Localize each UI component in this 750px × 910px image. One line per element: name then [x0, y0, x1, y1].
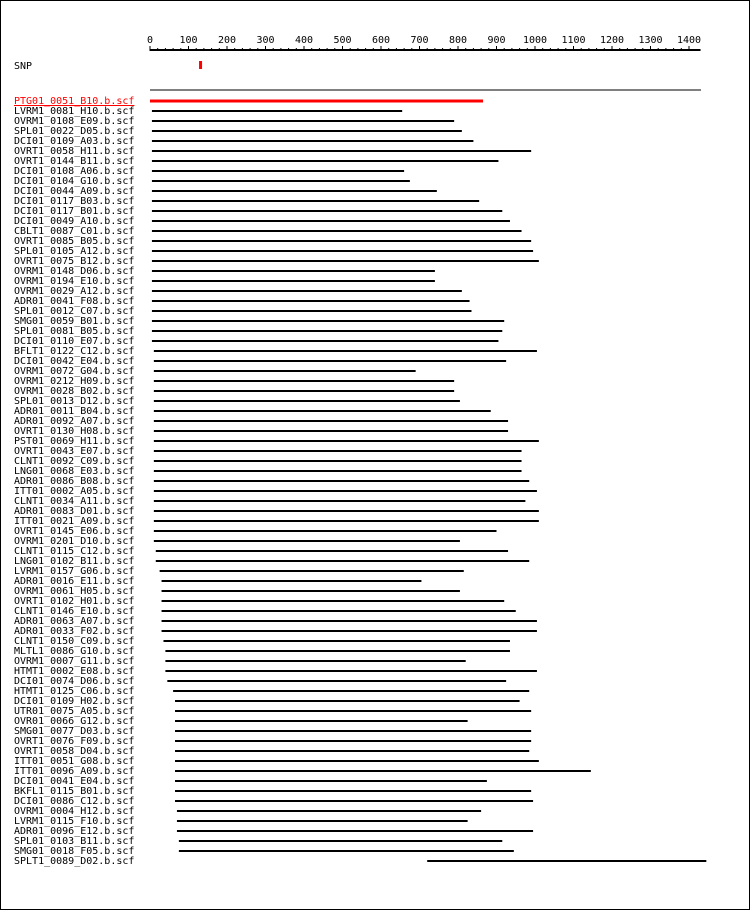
- read-bar[interactable]: [175, 760, 539, 762]
- read-bar[interactable]: [165, 660, 465, 662]
- read-bar[interactable]: [154, 460, 522, 462]
- read-bar[interactable]: [152, 200, 479, 202]
- axis-tick-label: 1400: [676, 35, 702, 46]
- read-label[interactable]: ADR01_0086_B08.b.scf: [14, 476, 135, 487]
- read-bar[interactable]: [154, 440, 539, 442]
- read-label[interactable]: OVRM1_0148_D06.b.scf: [14, 266, 135, 277]
- read-bar[interactable]: [152, 230, 522, 232]
- read-label[interactable]: LNG01_0068_E03.b.scf: [14, 466, 135, 477]
- read-bar[interactable]: [154, 490, 537, 492]
- read-label[interactable]: OVRM1_0004_H12.b.scf: [14, 806, 135, 817]
- read-label[interactable]: CLNT1_0034_A11.b.scf: [14, 496, 135, 507]
- read-bar[interactable]: [152, 280, 435, 282]
- read-bar[interactable]: [152, 330, 502, 332]
- read-bar[interactable]: [162, 600, 505, 602]
- read-label[interactable]: ITT01_0096_A09.b.scf: [14, 766, 135, 777]
- read-bar[interactable]: [175, 800, 533, 802]
- read-bar[interactable]: [175, 710, 531, 712]
- read-label[interactable]: DCI01_0109_H02.b.scf: [14, 696, 135, 707]
- read-bar[interactable]: [152, 150, 531, 152]
- read-label[interactable]: ADR01_0041_F08.b.scf: [14, 296, 135, 307]
- read-label[interactable]: OVRM1_0212_H09.b.scf: [14, 376, 135, 387]
- read-label[interactable]: ADR01_0011_B04.b.scf: [14, 406, 135, 417]
- read-label[interactable]: ADR01_0033_F02.b.scf: [14, 626, 135, 637]
- read-label[interactable]: LVRM1_0115_F10.b.scf: [14, 816, 135, 827]
- snp-label: SNP: [14, 61, 33, 72]
- read-bar[interactable]: [165, 670, 537, 672]
- read-label[interactable]: DCI01_0117_B03.b.scf: [14, 196, 135, 207]
- read-bar[interactable]: [154, 420, 508, 422]
- read-bar[interactable]: [154, 480, 529, 482]
- read-bar[interactable]: [152, 260, 539, 262]
- read-label[interactable]: DCI01_0042_E04.b.scf: [14, 356, 135, 367]
- read-bar[interactable]: [154, 540, 460, 542]
- axis-tick-label: 1000: [522, 35, 548, 46]
- read-label[interactable]: DCI01_0044_A09.b.scf: [14, 186, 135, 197]
- read-bar[interactable]: [175, 780, 487, 782]
- read-label[interactable]: LVRM1_0081_H10.b.scf: [14, 106, 135, 117]
- axis-tick-label: 0: [146, 35, 154, 46]
- read-bar[interactable]: [154, 430, 508, 432]
- axis-tick-label: 200: [217, 35, 237, 46]
- read-label[interactable]: OVRM1_0194_E10.b.scf: [14, 276, 135, 287]
- snp-marker[interactable]: [199, 61, 202, 69]
- read-label[interactable]: CLNT1_0150_C09.b.scf: [14, 636, 135, 647]
- read-bar[interactable]: [152, 180, 410, 182]
- read-label[interactable]: OVRT1_0043_E07.b.scf: [14, 446, 135, 457]
- read-bar[interactable]: [177, 830, 533, 832]
- read-bar[interactable]: [177, 810, 481, 812]
- read-label[interactable]: SPL01_0013_D12.b.scf: [14, 396, 135, 407]
- snp-track: [14, 61, 202, 72]
- read-label[interactable]: DCI01_0104_G10.b.scf: [14, 176, 135, 187]
- read-label[interactable]: ADR01_0096_E12.b.scf: [14, 826, 135, 837]
- read-label[interactable]: SMG01_0077_D03.b.scf: [14, 726, 135, 737]
- read-bar[interactable]: [152, 210, 502, 212]
- read-bar[interactable]: [152, 320, 504, 322]
- read-bar[interactable]: [167, 680, 506, 682]
- read-bar[interactable]: [152, 300, 470, 302]
- read-bar[interactable]: [152, 130, 462, 132]
- read-label[interactable]: DCI01_0086_C12.b.scf: [14, 796, 135, 807]
- read-bar[interactable]: [152, 340, 499, 342]
- read-label[interactable]: ADR01_0092_A07.b.scf: [14, 416, 135, 427]
- read-bar[interactable]: [152, 160, 499, 162]
- read-bar[interactable]: [165, 650, 510, 652]
- read-label[interactable]: OVRT1_0058_H11.b.scf: [14, 146, 135, 157]
- read-label[interactable]: HTMT1_0125_C06.b.scf: [14, 686, 135, 697]
- read-bar[interactable]: [175, 770, 591, 772]
- read-bar[interactable]: [154, 370, 416, 372]
- read-label[interactable]: DCI01_0110_E07.b.scf: [14, 336, 135, 347]
- read-label[interactable]: OVRT1_0145_E06.b.scf: [14, 526, 135, 537]
- axis-tick-label: 300: [256, 35, 275, 46]
- read-label[interactable]: BKFL1_0115_B01.b.scf: [14, 786, 135, 797]
- read-list: [14, 96, 706, 867]
- read-bar[interactable]: [163, 640, 510, 642]
- read-label[interactable]: CLNT1_0146_E10.b.scf: [14, 606, 135, 617]
- read-label[interactable]: ITT01_0002_A05.b.scf: [14, 486, 135, 497]
- axis-tick-label: 600: [371, 35, 391, 46]
- read-bar[interactable]: [175, 720, 468, 722]
- read-bar[interactable]: [154, 350, 537, 352]
- axis-tick-label: 900: [487, 35, 506, 46]
- read-bar[interactable]: [152, 240, 531, 242]
- read-label[interactable]: ITT01_0021_A09.b.scf: [14, 516, 135, 527]
- read-label[interactable]: DCI01_0117_B01.b.scf: [14, 206, 135, 217]
- read-bar[interactable]: [156, 550, 508, 552]
- read-bar[interactable]: [152, 220, 510, 222]
- read-label[interactable]: OVRM1_0072_G04.b.scf: [14, 366, 135, 377]
- read-label[interactable]: OVR01_0066_G12.b.scf: [14, 716, 135, 727]
- read-label[interactable]: OVRM1_0028_B02.b.scf: [14, 386, 135, 397]
- read-bar[interactable]: [427, 860, 706, 862]
- read-label[interactable]: OVRT1_0085_B05.b.scf: [14, 236, 135, 247]
- read-bar[interactable]: [177, 820, 468, 822]
- read-label[interactable]: MLTL1_0086_G10.b.scf: [14, 646, 135, 657]
- read-label[interactable]: OVRT1_0076_F09.b.scf: [14, 736, 135, 747]
- axis-tick-label: 500: [333, 35, 352, 46]
- axis-tick-label: 100: [179, 35, 198, 46]
- read-label[interactable]: OVRM1_0201_D10.b.scf: [14, 536, 135, 547]
- read-bar[interactable]: [152, 310, 472, 312]
- read-bar[interactable]: [152, 170, 404, 172]
- read-label[interactable]: OVRT1_0058_D04.b.scf: [14, 746, 135, 757]
- read-label[interactable]: OVRT1_0102_H01.b.scf: [14, 596, 135, 607]
- read-bar[interactable]: [154, 380, 454, 382]
- read-bar[interactable]: [175, 790, 531, 792]
- read-label[interactable]: PST01_0069_H11.b.scf: [14, 436, 135, 447]
- read-label[interactable]: OVRM1_0029_A12.b.scf: [14, 286, 135, 297]
- read-label[interactable]: CLNT1_0115_C12.b.scf: [14, 546, 135, 557]
- read-bar[interactable]: [162, 630, 537, 632]
- axis-tick-label: 1300: [638, 35, 663, 46]
- read-bar[interactable]: [154, 470, 522, 472]
- read-label[interactable]: DCI01_0049_A10.b.scf: [14, 216, 135, 227]
- read-label[interactable]: SPL01_0012_C07.b.scf: [14, 306, 135, 317]
- read-label[interactable]: OVRM1_0061_H05.b.scf: [14, 586, 135, 597]
- read-bar[interactable]: [152, 120, 454, 122]
- read-label[interactable]: SPL01_0103_B11.b.scf: [14, 836, 135, 847]
- read-bar[interactable]: [179, 840, 502, 842]
- read-label[interactable]: PTG01_0051_B10.b.scf: [14, 96, 135, 107]
- read-label[interactable]: ADR01_0063_A07.b.scf: [14, 616, 135, 627]
- axis-tick-label: 1200: [599, 35, 625, 46]
- read-label[interactable]: SMG01_0059_B01.b.scf: [14, 316, 135, 327]
- read-label[interactable]: DCI01_0041_E04.b.scf: [14, 776, 135, 787]
- read-label[interactable]: SPLT1_0089_D02.b.scf: [14, 856, 135, 867]
- read-bar[interactable]: [156, 560, 529, 562]
- read-label[interactable]: OVRT1_0075_B12.b.scf: [14, 256, 135, 267]
- read-bar[interactable]: [154, 450, 522, 452]
- read-label[interactable]: ADR01_0016_E11.b.scf: [14, 576, 135, 587]
- axis-tick-label: 700: [410, 35, 429, 46]
- read-label[interactable]: DCI01_0074_D06.b.scf: [14, 676, 135, 687]
- read-bar[interactable]: [162, 610, 516, 612]
- read-bar[interactable]: [152, 290, 462, 292]
- read-label[interactable]: ADR01_0083_D01.b.scf: [14, 506, 135, 517]
- read-bar[interactable]: [173, 690, 529, 692]
- position-axis: [147, 35, 701, 51]
- read-bar[interactable]: [162, 590, 460, 592]
- read-bar[interactable]: [152, 140, 473, 142]
- read-bar[interactable]: [154, 360, 506, 362]
- read-bar[interactable]: [152, 270, 435, 272]
- read-label[interactable]: SPL01_0105_A12.b.scf: [14, 246, 135, 257]
- axis-tick-label: 800: [448, 35, 468, 46]
- read-label[interactable]: OVRT1_0144_B11.b.scf: [14, 156, 135, 167]
- read-bar[interactable]: [154, 530, 497, 532]
- read-label[interactable]: SPL01_0081_B05.b.scf: [14, 326, 135, 337]
- read-label[interactable]: ITT01_0051_G08.b.scf: [14, 756, 135, 767]
- read-bar[interactable]: [154, 390, 454, 392]
- read-bar[interactable]: [175, 750, 529, 752]
- read-bar[interactable]: [179, 850, 514, 852]
- read-bar[interactable]: [154, 500, 526, 502]
- read-label[interactable]: CBLT1_0087_C01.b.scf: [14, 226, 135, 237]
- read-label[interactable]: LVRM1_0157_G06.b.scf: [14, 566, 135, 577]
- read-bar[interactable]: [152, 250, 533, 252]
- read-bar[interactable]: [152, 190, 437, 192]
- read-bar[interactable]: [154, 520, 539, 522]
- read-bar[interactable]: [154, 410, 491, 412]
- axis-tick-label: 1100: [561, 35, 586, 46]
- read-label[interactable]: SPL01_0022_D05.b.scf: [14, 126, 135, 137]
- read-bar[interactable]: [175, 700, 520, 702]
- axis-tick-label: 400: [294, 35, 314, 46]
- read-label[interactable]: BFLT1_0122_C12.b.scf: [14, 346, 135, 357]
- read-bar[interactable]: [162, 580, 422, 582]
- read-label[interactable]: LNG01_0102_B11.b.scf: [14, 556, 135, 567]
- read-label[interactable]: OVRM1_0108_E09.b.scf: [14, 116, 135, 127]
- read-bar[interactable]: [154, 400, 460, 402]
- read-bar[interactable]: [162, 620, 537, 622]
- read-label[interactable]: CLNT1_0092_C09.b.scf: [14, 456, 135, 467]
- read-label[interactable]: UTR01_0075_A05.b.scf: [14, 706, 135, 717]
- read-label[interactable]: DCI01_0108_A06.b.scf: [14, 166, 135, 177]
- read-label[interactable]: HTMT1_0002_E08.b.scf: [14, 666, 135, 677]
- read-label[interactable]: OVRM1_0007_G11.b.scf: [14, 656, 135, 667]
- read-bar[interactable]: [175, 740, 531, 742]
- read-label[interactable]: SMG01_0018_F05.b.scf: [14, 846, 135, 857]
- read-bar[interactable]: [154, 510, 539, 512]
- read-bar[interactable]: [175, 730, 531, 732]
- read-bar[interactable]: [150, 100, 483, 103]
- read-label[interactable]: DCI01_0109_A03.b.scf: [14, 136, 135, 147]
- read-label[interactable]: OVRT1_0130_H08.b.scf: [14, 426, 135, 437]
- read-bar[interactable]: [160, 570, 464, 572]
- read-bar[interactable]: [152, 110, 402, 112]
